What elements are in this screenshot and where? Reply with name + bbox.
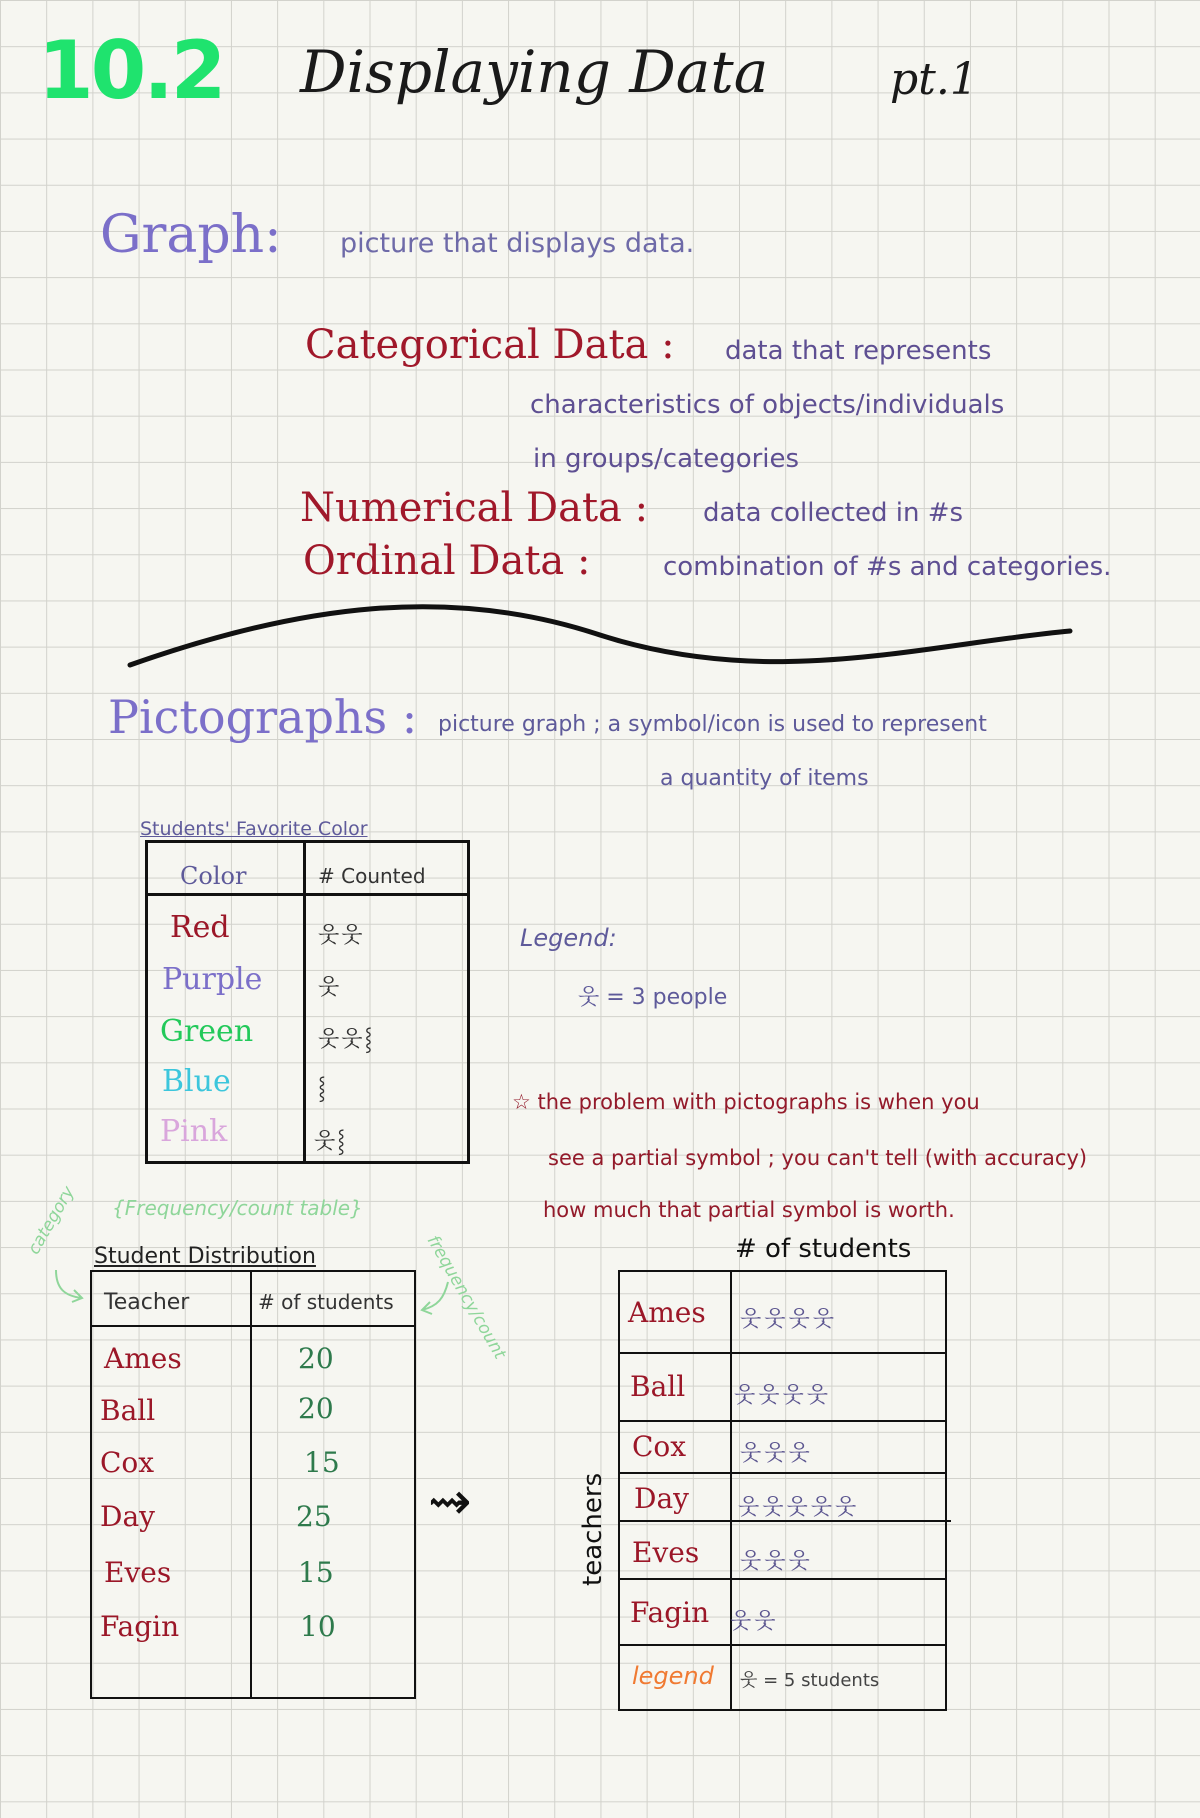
pictograph-row-divider-5: [618, 1578, 945, 1580]
squiggle-arrow-icon: ⇝: [428, 1472, 472, 1532]
distribution-count-day: 25: [296, 1500, 332, 1533]
category-label: category: [24, 1182, 79, 1258]
problem-note-line2: see a partial symbol ; you can't tell (with accuracy): [548, 1146, 1088, 1170]
pictograph-axis-label: teachers: [578, 1472, 608, 1586]
pictograph-row-divider-6: [618, 1644, 945, 1646]
pictographs-def-line1: picture graph ; a symbol/icon is used to represent: [438, 712, 987, 737]
page-title: Displaying Data: [300, 38, 769, 106]
distribution-count-cox: 15: [304, 1446, 340, 1479]
distribution-count-eves: 15: [298, 1556, 334, 1589]
section-number: 10.2: [38, 24, 224, 117]
pictograph-row-divider-2: [618, 1420, 945, 1422]
pictograph-teacher-eves: Eves: [632, 1536, 700, 1569]
categorical-def-line1: data that represents: [725, 336, 992, 366]
problem-note-line1: ☆ the problem with pictographs is when you: [512, 1090, 980, 1114]
numerical-term: Numerical Data :: [300, 485, 649, 531]
color-row-purple-symbols: 웃: [318, 975, 342, 1000]
distribution-count-fagin: 10: [300, 1610, 336, 1643]
legend-title: Legend:: [520, 924, 617, 952]
categorical-term: Categorical Data :: [305, 322, 675, 368]
graph-term: Graph:: [100, 205, 282, 265]
distribution-teacher-eves: Eves: [104, 1556, 172, 1589]
pictograph-teacher-cox: Cox: [632, 1430, 687, 1463]
distribution-teacher-day: Day: [100, 1500, 155, 1533]
ordinal-term: Ordinal Data :: [303, 538, 591, 584]
pictographs-term: Pictographs :: [108, 690, 418, 744]
problem-note-line3: how much that partial symbol is worth.: [543, 1198, 955, 1222]
color-row-pink-symbols: 웃⸾: [314, 1129, 348, 1154]
distribution-header-teacher: Teacher: [104, 1290, 190, 1315]
numerical-def: data collected in #s: [703, 498, 964, 528]
pictograph-icons-ames: 웃웃웃웃: [740, 1307, 838, 1332]
pictograph-teacher-day: Day: [634, 1482, 689, 1515]
wavy-divider: [120, 595, 1080, 675]
categorical-def-line3: in groups/categories: [533, 444, 800, 474]
pictograph-teacher-ball: Ball: [630, 1370, 686, 1403]
distribution-caption: Student Distribution: [94, 1244, 316, 1269]
color-row-blue-symbols: ⸾: [318, 1076, 328, 1101]
pictograph-legend-item: 웃 = 5 students: [740, 1670, 880, 1691]
color-row-pink-label: Pink: [160, 1114, 228, 1149]
distribution-teacher-cox: Cox: [100, 1446, 155, 1479]
distribution-teacher-fagin: Fagin: [100, 1610, 180, 1643]
favorite-color-header-divider: [145, 893, 467, 896]
favorite-color-header-color: Color: [180, 862, 247, 890]
pictograph-icons-ball: 웃웃웃웃: [734, 1383, 832, 1408]
legend-item: 웃 = 3 people: [578, 985, 728, 1010]
favorite-color-col-divider: [303, 840, 306, 1162]
favorite-color-caption: Students' Favorite Color: [140, 818, 368, 840]
color-row-purple-label: Purple: [162, 962, 263, 997]
categorical-def-line2: characteristics of objects/individuals: [530, 390, 1005, 420]
distribution-count-ames: 20: [298, 1342, 334, 1375]
category-arrow-icon: [50, 1268, 90, 1304]
frequency-label: frequency/count: [422, 1232, 510, 1363]
color-row-blue-label: Blue: [162, 1064, 231, 1099]
pictograph-icons-eves: 웃웃웃: [740, 1549, 813, 1574]
pictograph-title: # of students: [735, 1234, 912, 1264]
color-row-green-label: Green: [160, 1014, 254, 1049]
graph-definition: picture that displays data.: [340, 228, 695, 259]
frequency-table-annotation: {Frequency/count table}: [112, 1196, 363, 1220]
pictograph-icons-day: 웃웃웃웃웃: [738, 1495, 860, 1520]
pictograph-teacher-fagin: Fagin: [630, 1596, 710, 1629]
distribution-teacher-ames: Ames: [104, 1342, 182, 1375]
distribution-teacher-ball: Ball: [100, 1394, 156, 1427]
color-row-green-symbols: 웃웃⸾: [318, 1027, 375, 1052]
pictograph-icons-cox: 웃웃웃: [740, 1441, 813, 1466]
pictograph-legend-label: legend: [632, 1662, 714, 1690]
distribution-col-divider: [250, 1270, 252, 1697]
color-row-red-symbols: 웃웃: [318, 923, 365, 948]
distribution-header-count: # of students: [258, 1290, 394, 1314]
ordinal-def: combination of #s and categories.: [663, 552, 1112, 582]
color-row-red-label: Red: [170, 910, 230, 945]
pictograph-teacher-ames: Ames: [628, 1296, 706, 1329]
distribution-header-divider: [90, 1325, 414, 1327]
frequency-arrow-icon: [414, 1280, 454, 1316]
pictographs-def-line2: a quantity of items: [660, 766, 869, 791]
page-part: pt.1: [890, 54, 978, 105]
pictograph-row-divider-1: [618, 1352, 945, 1354]
distribution-count-ball: 20: [298, 1392, 334, 1425]
pictograph-row-divider-3: [618, 1472, 945, 1474]
pictograph-icons-fagin: 웃웃: [730, 1609, 779, 1634]
favorite-color-header-count: # Counted: [318, 864, 426, 888]
